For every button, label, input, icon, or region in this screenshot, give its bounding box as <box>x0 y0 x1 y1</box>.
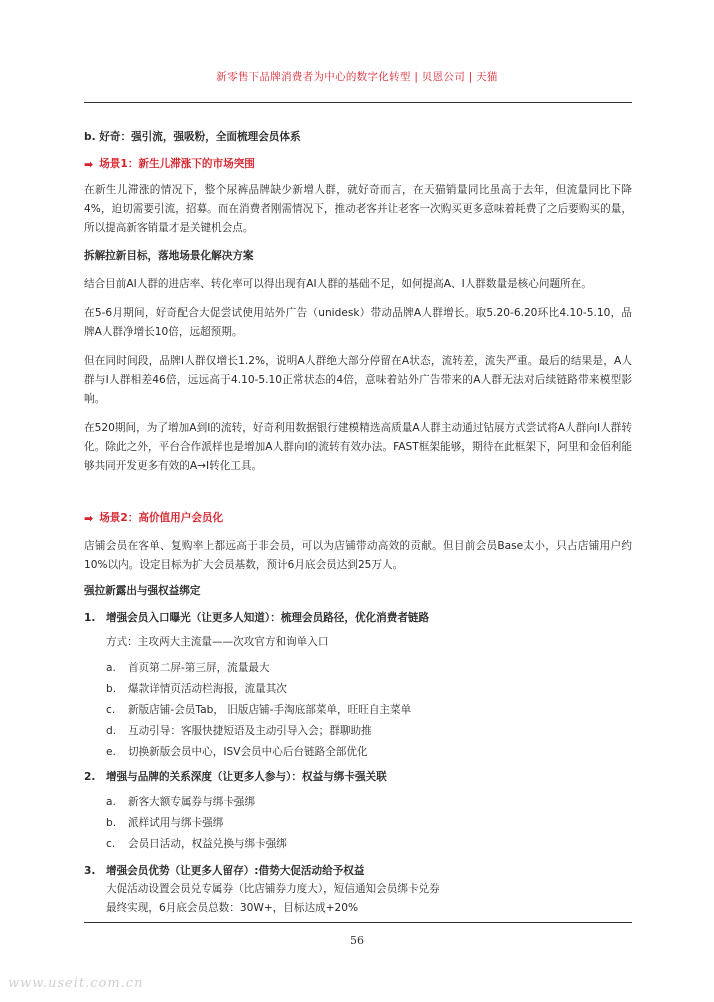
footer-divider <box>84 922 632 923</box>
page-number: 56 <box>350 934 364 947</box>
scene1-title: 场景1：新生儿滞涨下的市场突围 <box>99 158 255 170</box>
sub-list-text: 派样试用与绑卡强绑 <box>128 817 224 829</box>
right-arrow-icon: ➡ <box>84 158 94 171</box>
sub-list-text: 互动引导：客服快捷短语及主动引导入会；群聊助推 <box>128 725 372 737</box>
sub-list-letter: a. <box>106 796 116 808</box>
list-item-line: 最终实现，6月底会员总数：30W+，目标达成+20% <box>106 902 359 914</box>
watermark: www.useit.com.cn <box>8 976 144 991</box>
sub-list-letter: b. <box>106 817 117 829</box>
sub-list-text: 首页第二屏-第三屏，流量最大 <box>128 662 270 674</box>
sub-list-item <box>106 813 632 834</box>
main-content <box>84 129 632 918</box>
scene1-paragraph-1: 在新生儿滞涨的情况下，整个尿裤品牌缺少新增人群，就好奇而言，在天猫销量同比虽高于去年，但流量同比下降4%，迫切需要引流，招募。而在消费者刚需情况下，推动老客并让老客一次购买更多意味着耗费了之后要购买的量，所以提高新客销量才是关键机会点。 <box>84 184 632 234</box>
sub-list-1 <box>106 658 632 763</box>
list-item-line: 大促活动设置会员兑专属券（比店铺券力度大），短信通知会员绑卡兑券 <box>106 883 440 895</box>
list-item-title: 增强与品牌的关系深度（让更多人参与）：权益与绑卡强关联 <box>106 771 387 783</box>
scene1-paragraph-5: 在520期间，为了增加A到I的流转，好奇利用数据银行建模精选高质量A人群主动通过钻展方式尝试将A人群向I人群转化。除此之外，平台合作派样也是增加A人群向I的流转有效办法。FAST框架能够，期待在此框架下，阿里和金佰利能够共同开发更多有效的A→I转化工具。 <box>84 422 632 472</box>
list-item-title: 增强会员优势（让更多人留存）:借势大促活动给予权益 <box>106 865 365 877</box>
scene1-paragraph-2: 结合目前AI人群的进店率、转化率可以得出现有AI人群的基础不足，如何提高A、I人群数量是核心问题所在。 <box>84 278 592 290</box>
sub-list-letter: e. <box>106 746 116 758</box>
sub-list-letter: c. <box>106 838 116 850</box>
scene1-paragraph-3: 在5-6月期间，好奇配合大促尝试使用站外广告（unidesk）带动品牌A人群增长。取5.20-6.20环比4.10-5.10，品牌A人群净增长10倍，远超预期。 <box>84 307 632 338</box>
header-divider <box>84 102 632 103</box>
sub-list-text: 会员日活动，权益兑换与绑卡强绑 <box>128 838 287 850</box>
list-number: 3. <box>84 865 96 877</box>
scene2-paragraph-1: 店铺会员在客单、复购率上都远高于非会员，可以为店铺带动高效的贡献。但目前会员Base太小，只占店铺用户约10%以内。设定目标为扩大会员基数，预计6月底会员达到25万人。 <box>84 540 632 571</box>
sub-list-item <box>106 742 632 763</box>
scene1-paragraph-4: 但在同时间段，品牌I人群仅增长1.2%，说明A人群绝大部分停留在A状态，流转差，流失严重。最后的结果是，A人群与I人群相差46倍，远远高于4.10-5.10正常状态的4倍，意味着站外广告带来的A人群无法对后续链路带来模型影响。 <box>84 355 632 405</box>
scene2-subtitle: 强拉新露出与强权益绑定 <box>84 585 201 597</box>
sub-list-2 <box>106 792 632 855</box>
sub-list-letter: d. <box>106 725 117 737</box>
sub-list-item <box>106 700 632 721</box>
page-header: 新零售下品牌消费者为中心的数字化转型 | 贝恩公司 | 天猫 <box>216 71 498 83</box>
list-number: 1. <box>84 612 96 624</box>
sub-list-text: 新客大额专属券与绑卡强绑 <box>128 796 256 808</box>
sub-list-text: 爆款详情页活动栏海报，流量其次 <box>128 683 287 695</box>
right-arrow-icon: ➡ <box>84 512 94 525</box>
list-item-title: 增强会员入口曝光（让更多人知道）：梳理会员路径，优化消费者链路 <box>106 612 430 624</box>
sub-list-item <box>106 658 632 679</box>
sub-list-text: 新版店铺-会员Tab， 旧版店铺-手淘底部菜单，旺旺自主菜单 <box>128 704 412 716</box>
list-item-2 <box>84 769 632 786</box>
sub-list-item <box>106 834 632 855</box>
sub-list-item <box>106 721 632 742</box>
list-item-3 <box>84 863 632 880</box>
scene2-heading <box>84 510 632 527</box>
sub-list-letter: c. <box>106 704 116 716</box>
scene1-subtitle: 拆解拉新目标，落地场景化解决方案 <box>84 250 254 262</box>
sub-list-letter: b. <box>106 683 117 695</box>
sub-list-letter: a. <box>106 662 116 674</box>
scene2-title: 场景2：高价值用户会员化 <box>99 512 224 524</box>
list-item-description: 方式：主攻两大主流量——次攻官方和询单入口 <box>106 636 329 648</box>
sub-list-item <box>106 679 632 700</box>
list-number: 2. <box>84 771 96 783</box>
sub-list-text: 切换新版会员中心，ISV会员中心后台链路全部优化 <box>128 746 368 758</box>
sub-list-item <box>106 792 632 813</box>
section-b-title: b. 好奇：强引流，强吸粉，全面梳理会员体系 <box>84 131 301 143</box>
list-item-1 <box>84 610 632 627</box>
scene1-heading <box>84 156 632 173</box>
